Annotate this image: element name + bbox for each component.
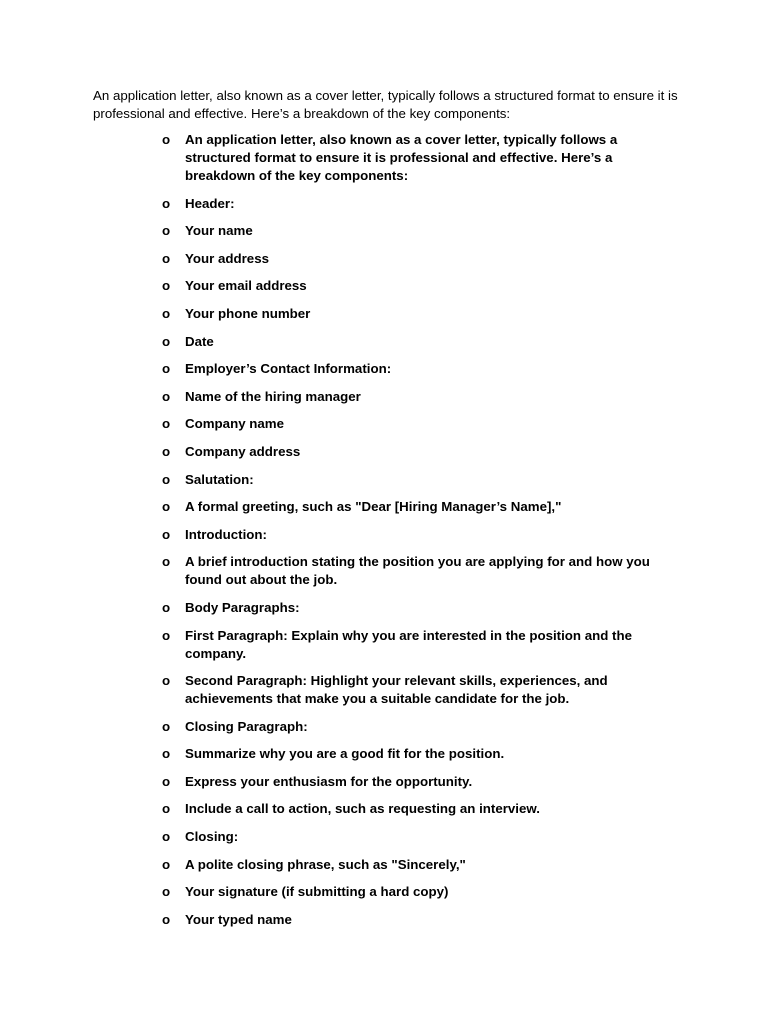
bullet-icon: o: [162, 627, 171, 643]
bullet-icon: o: [162, 471, 171, 487]
list-item-text: Express your enthusiasm for the opportunity.: [185, 773, 473, 789]
bullet-icon: o: [162, 773, 171, 789]
components-list: [160, 131, 680, 938]
list-item: [160, 443, 680, 461]
bullet-icon: o: [162, 333, 171, 349]
list-item-text: First Paragraph: Explain why you are interested in the position and the company.: [185, 627, 633, 661]
bullet-icon: o: [162, 801, 171, 817]
list-item-text: Closing:: [185, 829, 239, 845]
list-item-text: Second Paragraph: Highlight your relevant skills, experiences, and achievements that make you a suitable candidate for the job.: [185, 673, 608, 707]
list-item-text: Header:: [185, 195, 235, 211]
intro-paragraph: An application letter, also known as a cover letter, typically follows a structured format to ensure it is professional and effective. Here’s a breakdown of the key components:: [93, 88, 678, 121]
list-item-text: Company address: [185, 443, 301, 459]
bullet-icon: o: [162, 416, 171, 432]
bullet-icon: o: [162, 499, 171, 515]
list-item: [160, 471, 680, 489]
list-item-text: Summarize why you are a good fit for the position.: [185, 746, 505, 762]
list-item: [160, 388, 680, 406]
list-item-text: Employer’s Contact Information:: [185, 361, 392, 377]
list-item-text: An application letter, also known as a cover letter, typically follows a structured format to ensure it is professional and effective. Here’s a breakdown of the key components:: [185, 132, 618, 183]
list-item: [160, 627, 680, 663]
list-item-text: Body Paragraphs:: [185, 599, 300, 615]
list-item: [160, 498, 680, 516]
list-item-text: Your signature (if submitting a hard copy): [185, 884, 449, 900]
bullet-icon: o: [162, 278, 171, 294]
list-item-text: Company name: [185, 416, 285, 432]
list-item-text: A brief introduction stating the position you are applying for and how you found out about the job.: [185, 554, 650, 588]
list-item-text: Date: [185, 333, 214, 349]
bullet-icon: o: [162, 746, 171, 762]
bullet-icon: o: [162, 526, 171, 542]
list-item: [160, 773, 680, 791]
list-item-text: Your typed name: [185, 911, 292, 927]
list-item: [160, 277, 680, 295]
bullet-icon: o: [162, 673, 171, 689]
bullet-icon: o: [162, 388, 171, 404]
bullet-icon: o: [162, 443, 171, 459]
bullet-icon: o: [162, 195, 171, 211]
bullet-icon: o: [162, 718, 171, 734]
list-item: [160, 599, 680, 617]
list-item: [160, 718, 680, 736]
list-item: [160, 195, 680, 213]
bullet-icon: o: [162, 554, 171, 570]
bullet-icon: o: [162, 250, 171, 266]
list-item-text: Your phone number: [185, 305, 311, 321]
list-item-text: Salutation:: [185, 471, 254, 487]
list-item-text: A polite closing phrase, such as "Sincerely,": [185, 856, 466, 872]
list-item: [160, 672, 680, 708]
bullet-icon: o: [162, 911, 171, 927]
bullet-icon: o: [162, 223, 171, 239]
list-item: [160, 333, 680, 351]
list-item: [160, 250, 680, 268]
bullet-icon: o: [162, 305, 171, 321]
list-item: [160, 883, 680, 901]
list-item-text: Your name: [185, 223, 253, 239]
list-item-text: Include a call to action, such as requesting an interview.: [185, 801, 540, 817]
list-item-text: A formal greeting, such as "Dear [Hiring Manager’s Name],": [185, 499, 562, 515]
list-item-text: Introduction:: [185, 526, 267, 542]
list-item: [160, 828, 680, 846]
list-item: [160, 415, 680, 433]
list-item-text: Your address: [185, 250, 269, 266]
list-item-text: Name of the hiring manager: [185, 388, 361, 404]
list-item-text: Closing Paragraph:: [185, 718, 308, 734]
list-item: [160, 305, 680, 323]
list-item: [160, 745, 680, 763]
bullet-icon: o: [162, 361, 171, 377]
list-item: [160, 553, 680, 589]
bullet-icon: o: [162, 599, 171, 615]
bullet-icon: o: [162, 829, 171, 845]
bullet-icon: o: [162, 132, 171, 147]
bullet-icon: o: [162, 884, 171, 900]
list-item: [160, 222, 680, 240]
list-item: [160, 911, 680, 929]
list-item: [160, 856, 680, 874]
list-item: [160, 526, 680, 544]
list-item-text: Your email address: [185, 278, 307, 294]
list-item: [160, 360, 680, 378]
bullet-icon: o: [162, 856, 171, 872]
list-item: [160, 800, 680, 818]
list-item: [160, 131, 680, 185]
